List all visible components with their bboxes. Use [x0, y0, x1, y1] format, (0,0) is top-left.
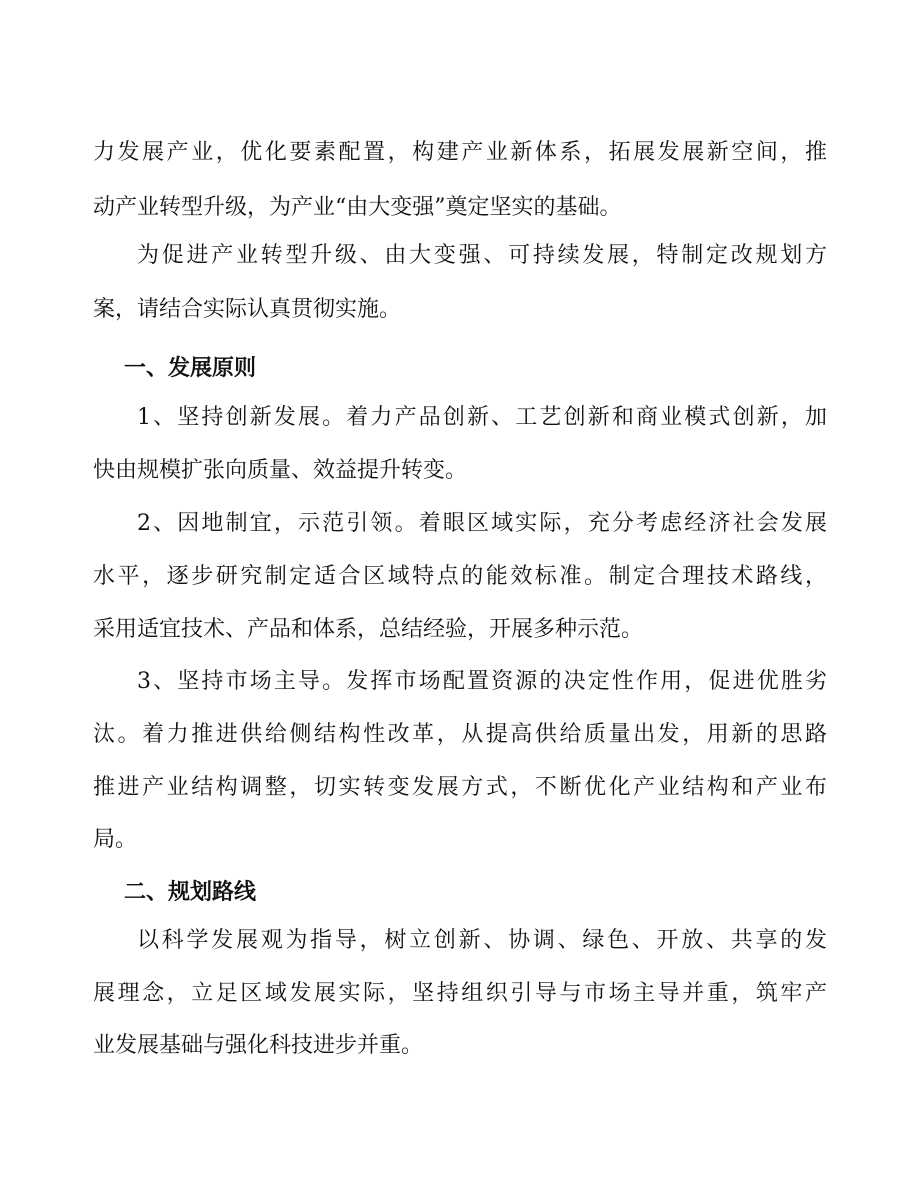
paragraph-line: 力发展产业，优化要素配置，构建产业新体系，拓展发展新空间，推 [93, 140, 827, 165]
paragraph-line: 3、坚持市场主导。发挥市场配置资源的决定性作用，促进优胜劣 [137, 669, 827, 694]
paragraph-line: 以科学发展观为指导，树立创新、协调、绿色、开放、共享的发 [137, 928, 827, 953]
paragraph-line: 2、因地制宜，示范引领。着眼区域实际，充分考虑经济社会发展 [137, 511, 827, 536]
section-heading: 一、发展原则 [124, 356, 257, 381]
section-heading: 二、规划路线 [124, 880, 257, 905]
paragraph-line: 快由规模扩张向质量、效益提升转变。 [93, 458, 468, 483]
paragraph-line: 案，请结合实际认真贯彻实施。 [93, 297, 402, 322]
paragraph-line: 动产业转型升级，为产业“由大变强”奠定坚实的基础。 [93, 195, 622, 220]
paragraph-line: 采用适宜技术、产品和体系，总结经验，开展多种示范。 [93, 617, 644, 642]
paragraph-line: 推进产业结构调整，切实转变发展方式，不断优化产业结构和产业布 [93, 775, 827, 800]
paragraph-line: 1、坚持创新发展。着力产品创新、工艺创新和商业模式创新，加 [137, 405, 827, 430]
paragraph-line: 汰。着力推进供给侧结构性改革，从提高供给质量出发，用新的思路 [93, 722, 827, 747]
paragraph-line: 业发展基础与强化科技进步并重。 [93, 1033, 424, 1058]
paragraph-line: 水平，逐步研究制定适合区域特点的能效标准。制定合理技术路线， [93, 564, 827, 589]
paragraph-line: 为促进产业转型升级、由大变强、可持续发展，特制定改规划方 [137, 243, 827, 268]
paragraph-line: 展理念，立足区域发展实际，坚持组织引导与市场主导并重，筑牢产 [93, 981, 827, 1006]
paragraph-line: 局。 [93, 827, 138, 852]
